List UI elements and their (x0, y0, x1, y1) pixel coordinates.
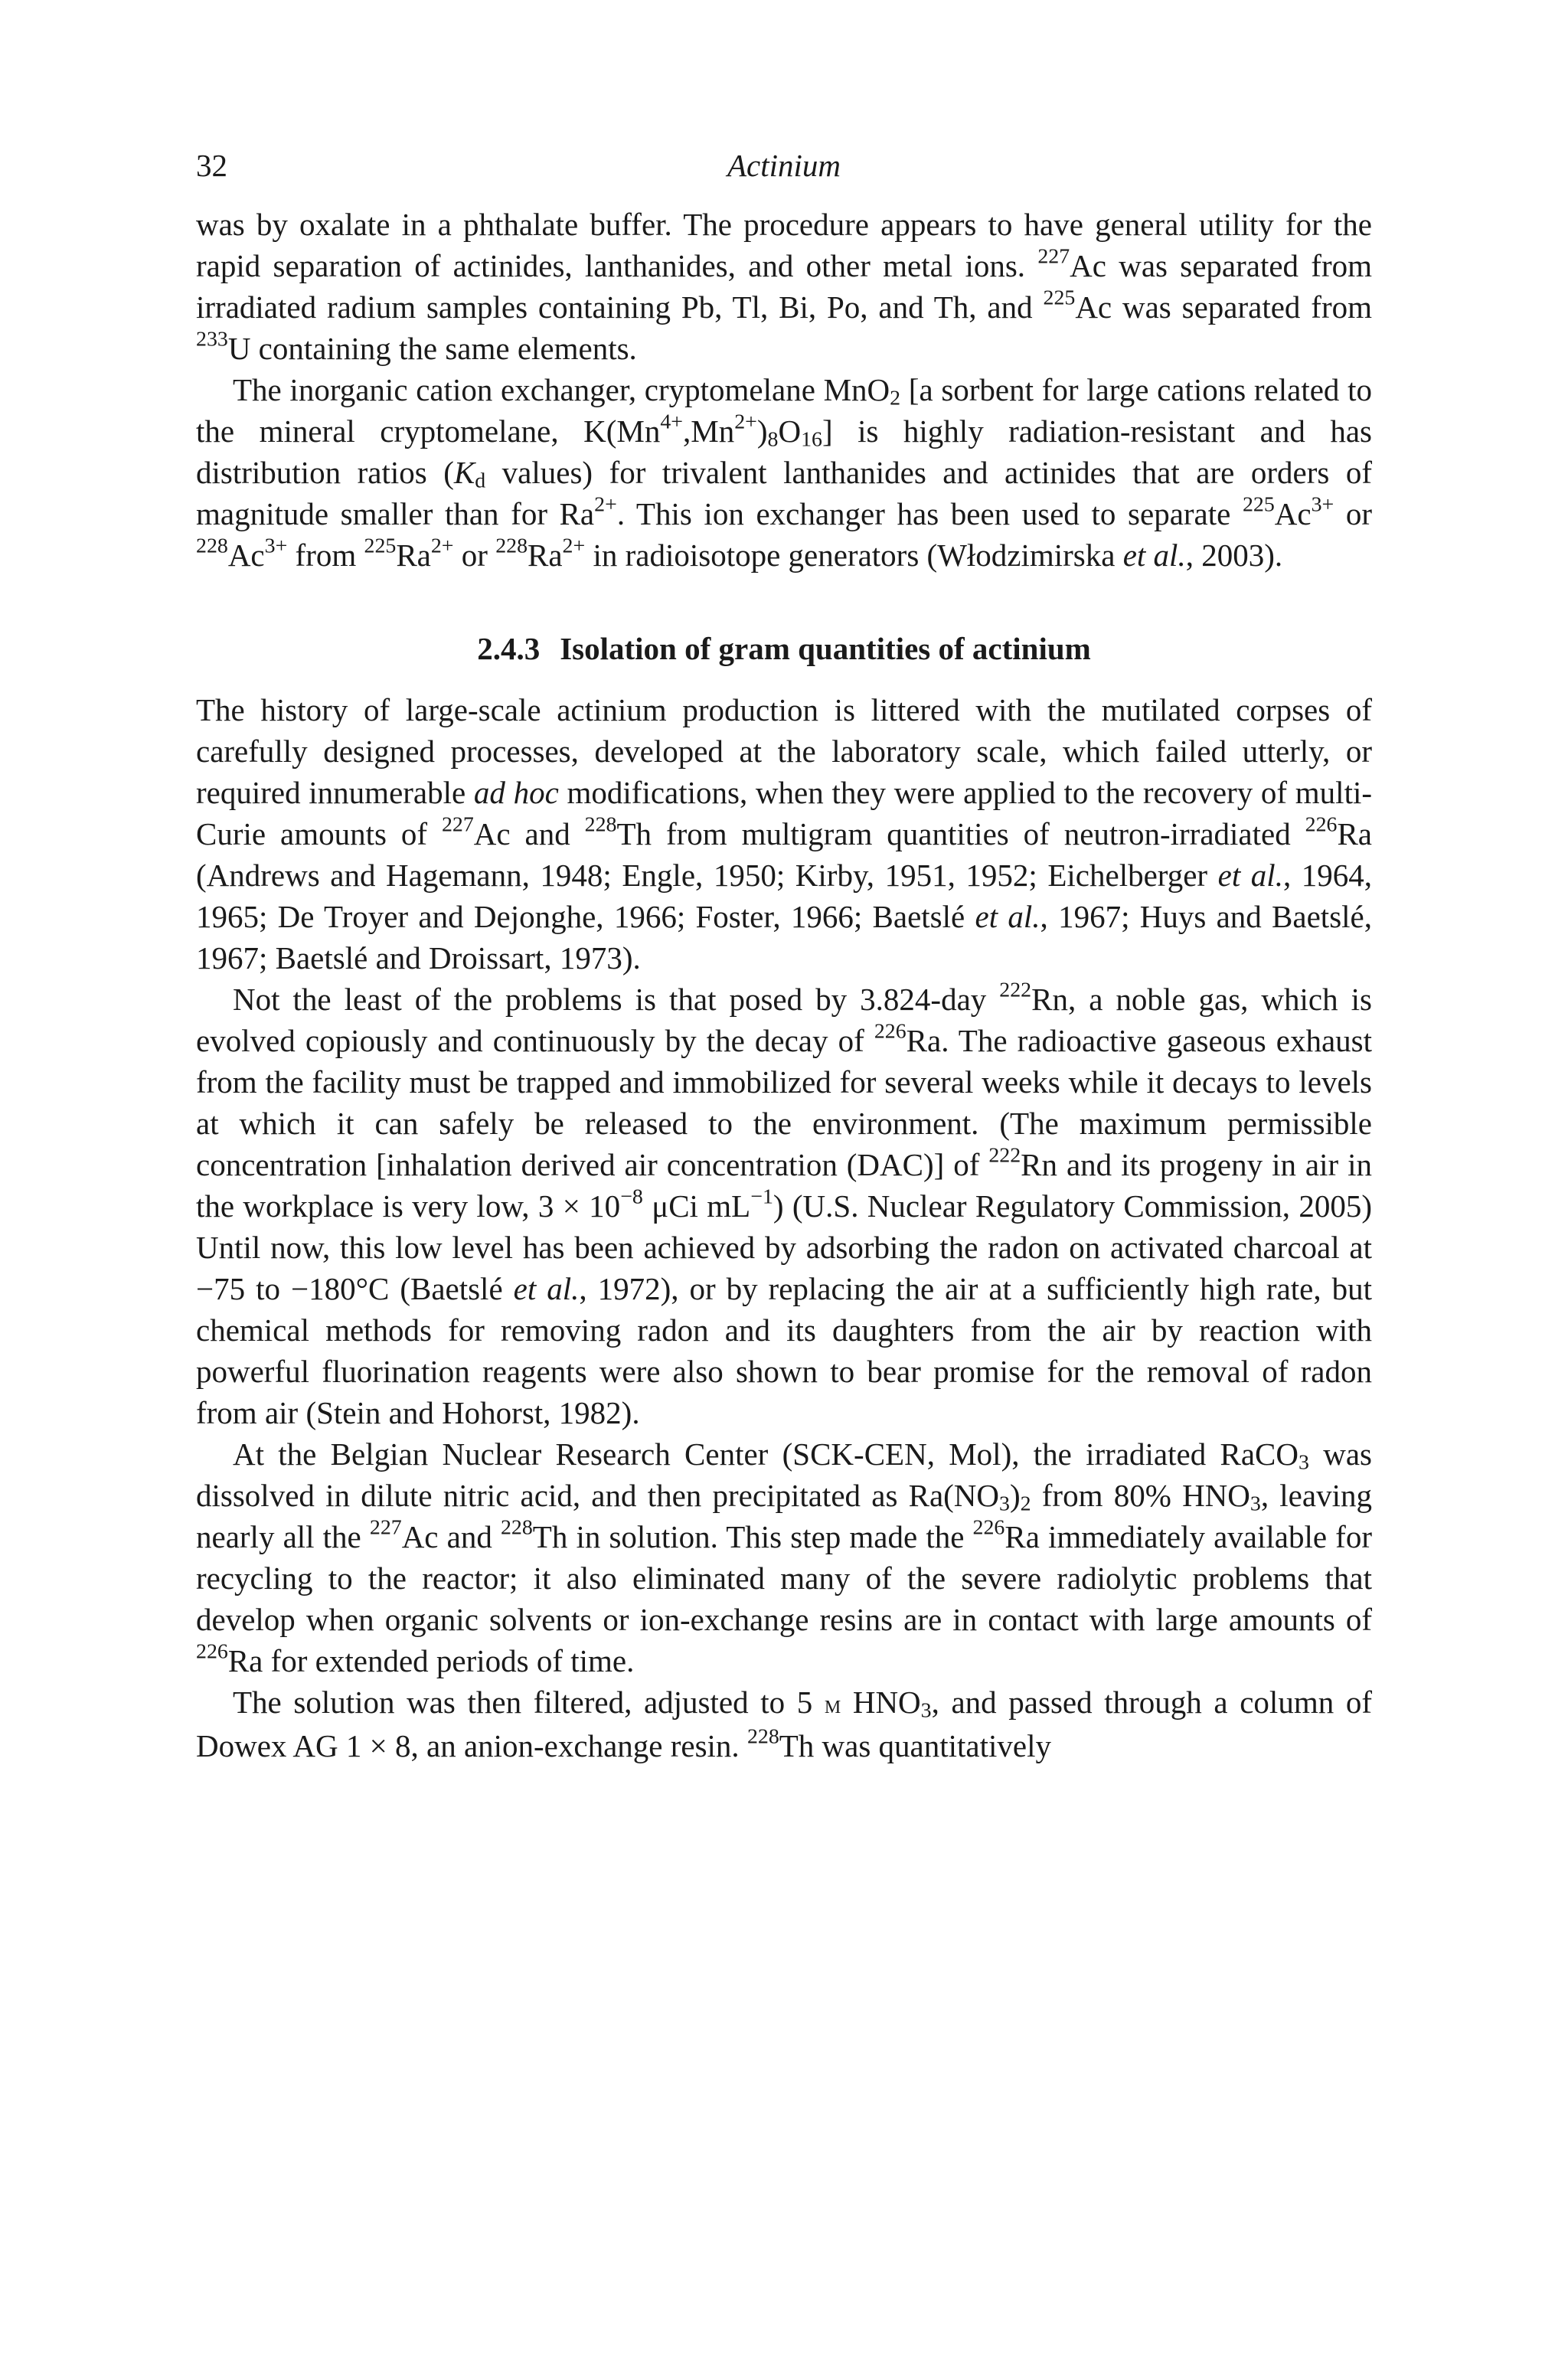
paragraph-6: The solution was then filtered, adjusted to 5 m $HNO_3$, and passed through a column of Dowex AG 1 × 8, an anion-exchange resin. $^{228}$Th was quantitatively (196, 1685, 1372, 1763)
paragraph-4: Not the least of the problems is that posed by 3.824-day $^{222}$Rn, a noble gas, which is evolved copiously and continuously by the decay of $^{226}$Ra. The radioactive gaseous exhaust from the facility must be trapped and immobilized for several weeks while it decays to levels at which it can safely be released to the environment. (The maximum permissible concentration [inhalation derived air concentration (DAC)] of $^{222}$Rn and its progeny in air in the workplace is very low, $3 \times 10^{-8}$ μCi $mL^{-1}$) (U.S. Nuclear Regulatory Commission, 2005) Until now, this low level has been achieved by adsorbing the radon on activated charcoal at −75 to −180°C (Baetslé et al., 1972), or by replacing the air at a sufficiently high rate, but chemical methods for removing radon and its daughters from the air by reaction with powerful fluorination reagents were also shown to bear promise for the removal of radon from air (Stein and Hohorst, 1982). (196, 978, 1372, 1430)
document-page (196, 142, 1372, 1766)
paragraph-5: At the Belgian Nuclear Research Center (SCK-CEN, Mol), the irradiated RaCO$_3$ was dissolved in dilute nitric acid, and then precipitated as $Ra(NO_3)_2$ from 80% $HNO_3$, leaving nearly all the $^{227}$Ac and $^{228}$Th in solution. This step made the $^{226}$Ra immediately available for recycling to the reactor; it also eliminated many of the severe radiolytic problems that develop when organic solvents or ion-exchange resins are in contact with large amounts of $^{226}$Ra for extended periods of time. (196, 1436, 1373, 1678)
section-number: 2.4.3 (477, 631, 541, 666)
running-title: Actinium (727, 148, 841, 183)
paragraph-1: was by oxalate in a phthalate buffer. The procedure appears to have general utility for the rapid separation of actinides, lanthanides, and other metal ions. $^{227}$Ac was separated from irradiated radium samples containing Pb, Tl, Bi, Po, and Th, and $^{225}$Ac was separated from $^{233}$U containing the same elements. (196, 207, 1372, 366)
section-title: Isolation of gram quantities of actinium (560, 631, 1091, 666)
body-text (196, 204, 1372, 1766)
paragraph-3: The history of large-scale actinium production is littered with the mutilated corpses of carefully designed processes, developed at the laboratory scale, which failed utterly, or required innumerable ad hoc modifications, when they were applied to the recovery of multi-Curie amounts of $^{227}$Ac and $^{228}$Th from multigram quantities of neutron-irradiated $^{226}$Ra (Andrews and Hagemann, 1948; Engle, 1950; Kirby, 1951, 1952; Eichelberger et al., 1964, 1965; De Troyer and Dejonghe, 1966; Foster, 1966; Baetslé et al., 1967; Huys and Baetslé, 1967; Baetslé and Droissart, 1973). (196, 692, 1373, 976)
page-number: 32 (196, 148, 227, 183)
running-head (196, 142, 1372, 188)
paragraph-2: The inorganic cation exchanger, cryptomelane MnO$_2$ [a sorbent for large cations related to the mineral cryptomelane, $K(Mn^{4+},Mn^{2+})_8O_{16}$] is highly radiation-resistant and has distribution ratios ($K_d$ values) for trivalent lanthanides and actinides that are orders of magnitude smaller than for $Ra^{2+}$. This ion exchanger has been used to separate $^{225}Ac^{3+}$ or $^{228}Ac^{3+}$ from $^{225}Ra^{2+}$ or $^{228}Ra^{2+}$ in radioisotope generators (Włodzimirska et al., 2003). (196, 372, 1373, 573)
section-heading (196, 628, 1372, 669)
